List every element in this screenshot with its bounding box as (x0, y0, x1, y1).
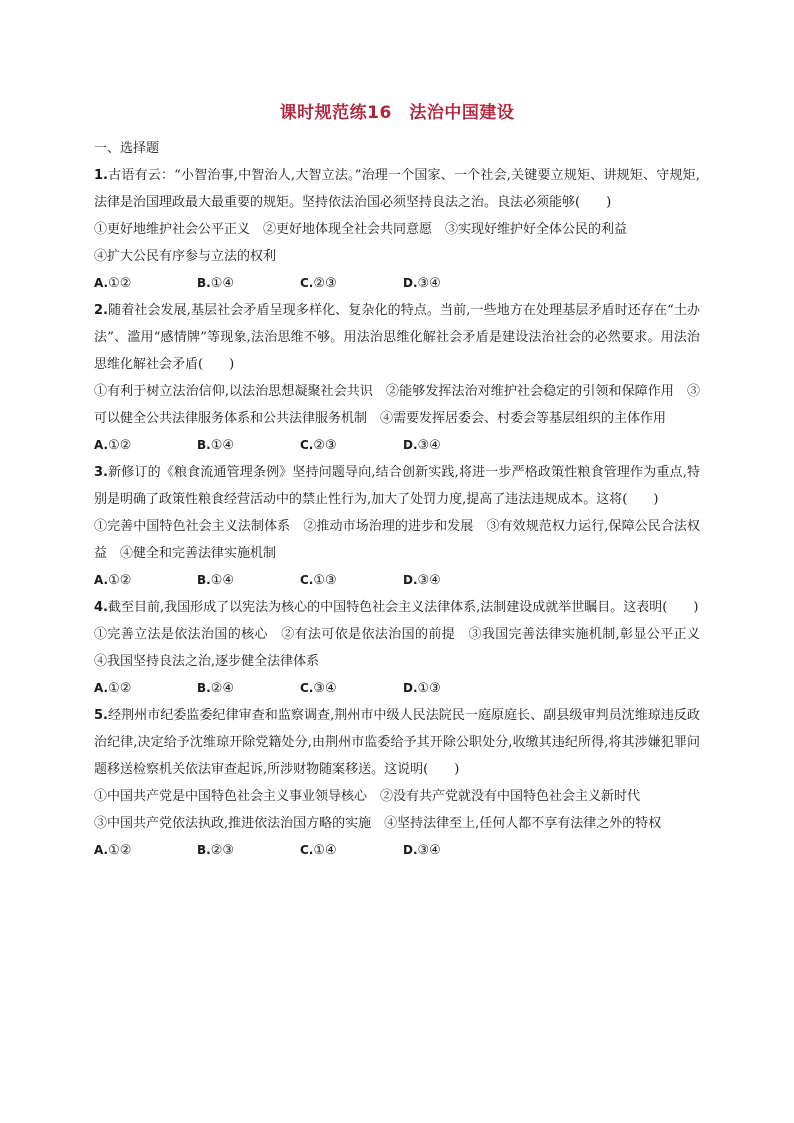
option-letter: D. (403, 681, 418, 695)
statement-line: ①完善立法是依法治国的核心 ②有法可依是依法治国的前提 ③我国完善法律实施机制,彰显公平正义 ④我国坚持良法之治,逐步健全法律体系 (94, 627, 714, 669)
question-number: 1. (94, 168, 108, 183)
question-text: 新修订的《粮食流通管理条例》坚持问题导向,结合创新实践,将进一步严格政策性粮食管理作为重点,特别是明确了政策性粮食经营活动中的禁止性行为,加大了处罚力度,提高了违法违规成本。这将( ) (94, 465, 700, 507)
option-text: ②③ (313, 276, 337, 291)
answer-options (94, 567, 700, 594)
option-text: ②③ (210, 843, 235, 858)
statement-line: ①有利于树立法治信仰,以法治思想凝聚社会共识 ②能够发挥法治对维护社会稳定的引领和保障作用 ③可以健全公共法律服务体系和公共法律服务机制 ④需要发挥居委会、村委会等基层组织的主体作用 (94, 384, 700, 426)
question-stem (94, 297, 700, 378)
option-letter: C. (300, 681, 314, 695)
option-letter: B. (197, 681, 211, 695)
option-text: ①② (108, 681, 132, 696)
question-stem (94, 594, 700, 621)
question-1 (94, 162, 700, 297)
question-stem (94, 162, 700, 216)
question-text: 随着社会发展,基层社会矛盾呈现多样化、复杂化的特点。当前,一些地方在处理基层矛盾时还存在“土办法”、滥用“感情牌”等现象,法治思维不够。用法治思维化解社会矛盾是建设法治社会的必然要求。用法治思维化解社会矛盾( ) (94, 303, 700, 372)
answer-option[interactable] (94, 837, 197, 864)
option-text: ③④ (417, 843, 441, 858)
answer-option[interactable] (403, 837, 506, 864)
questions-container (94, 162, 714, 864)
option-text: ①④ (210, 276, 235, 291)
answer-option[interactable] (197, 270, 300, 297)
question-stem (94, 702, 700, 783)
question-number: 4. (94, 600, 108, 615)
option-text: ①④ (210, 438, 235, 453)
option-letter: A. (94, 843, 109, 857)
statement-line: ①中国共产党是中国特色社会主义事业领导核心 ②没有共产党就没有中国特色社会主义新时代 (94, 789, 641, 804)
answer-option[interactable] (403, 567, 506, 594)
answer-options (94, 432, 700, 459)
option-letter: A. (94, 681, 109, 695)
option-letter: D. (403, 573, 418, 587)
answer-option[interactable] (94, 270, 197, 297)
statement-line: ①完善中国特色社会主义法制体系 ②推动市场治理的进步和发展 ③有效规范权力运行,保障公民合法权益 ④健全和完善法律实施机制 (94, 519, 700, 561)
statement-line: ③中国共产党依法执政,推进依法治国方略的实施 ④坚持法律至上,任何人都不享有法律之外的特权 (94, 816, 662, 831)
answer-option[interactable] (197, 675, 300, 702)
option-letter: C. (300, 843, 314, 857)
option-text: ①④ (210, 573, 235, 588)
question-5 (94, 702, 700, 864)
option-letter: B. (197, 438, 211, 452)
option-letter: B. (197, 573, 211, 587)
option-letter: D. (403, 276, 418, 290)
option-letter: D. (403, 438, 418, 452)
option-text: ①④ (313, 843, 337, 858)
answer-option[interactable] (300, 270, 403, 297)
question-list (94, 135, 714, 864)
option-text: ③④ (417, 276, 441, 291)
question-2 (94, 297, 700, 459)
option-letter: C. (300, 573, 314, 587)
answer-option[interactable] (403, 675, 506, 702)
option-letter: A. (94, 573, 109, 587)
answer-options (94, 675, 700, 702)
answer-option[interactable] (300, 432, 403, 459)
statement-line: ①更好地维护社会公平正义 ②更好地体现全社会共同意愿 ③实现好维护好全体公民的利益 (94, 222, 628, 237)
option-text: ③④ (417, 573, 441, 588)
question-text: 截至目前,我国形成了以宪法为核心的中国特色社会主义法律体系,法制建设成就举世瞩目。这表明( ) (107, 600, 699, 615)
option-letter: B. (197, 843, 211, 857)
answer-option[interactable] (197, 837, 300, 864)
answer-option[interactable] (197, 567, 300, 594)
answer-option[interactable] (94, 567, 197, 594)
section-heading: 一、选择题 (94, 141, 160, 156)
option-text: ①② (108, 276, 132, 291)
answer-options (94, 837, 700, 864)
option-text: ③④ (417, 438, 441, 453)
answer-option[interactable] (403, 432, 506, 459)
answer-option[interactable] (197, 432, 300, 459)
option-text: ②③ (313, 438, 337, 453)
answer-option[interactable] (403, 270, 506, 297)
question-number: 2. (94, 303, 108, 318)
option-text: ①③ (417, 681, 441, 696)
question-number: 3. (94, 465, 108, 480)
page-title: 课时规范练16 法治中国建设 (279, 103, 515, 123)
statement-line: ④扩大公民有序参与立法的权利 (94, 249, 277, 264)
answer-option[interactable] (300, 675, 403, 702)
question-3 (94, 459, 700, 594)
question-text: 经荆州市纪委监委纪律审查和监察调查,荆州市中级人民法院民一庭原庭长、副县级审判员沈维琼违反政治纪律,决定给予沈维琼开除党籍处分,由荆州市监委给予其开除公职处分,收缴其违纪所得,将其涉嫌犯罪问题移送检察机关依法审查起诉,所涉财物随案移送。这说明( ) (94, 708, 700, 777)
option-text: ③④ (313, 681, 337, 696)
answer-options (94, 270, 700, 297)
option-letter: A. (94, 438, 109, 452)
option-letter: A. (94, 276, 109, 290)
answer-option[interactable] (94, 432, 197, 459)
option-letter: D. (403, 843, 418, 857)
question-text: 古语有云：“小智治事,中智治人,大智立法。”治理一个国家、一个社会,关键要立规矩、讲规矩、守规矩,法律是治国理政最大最重要的规矩。坚持依法治国必须坚持良法之治。良法必须能够( ) (94, 168, 700, 210)
option-letter: C. (300, 438, 314, 452)
answer-option[interactable] (94, 675, 197, 702)
option-text: ①② (108, 843, 132, 858)
question-4 (94, 594, 714, 702)
answer-option[interactable] (300, 837, 403, 864)
option-letter: B. (197, 276, 211, 290)
question-number: 5. (94, 708, 108, 723)
option-text: ①③ (313, 573, 337, 588)
option-letter: C. (300, 276, 314, 290)
answer-option[interactable] (300, 567, 403, 594)
question-stem (94, 459, 700, 513)
option-text: ①② (108, 573, 132, 588)
option-text: ①② (108, 438, 132, 453)
option-text: ②④ (210, 681, 235, 696)
